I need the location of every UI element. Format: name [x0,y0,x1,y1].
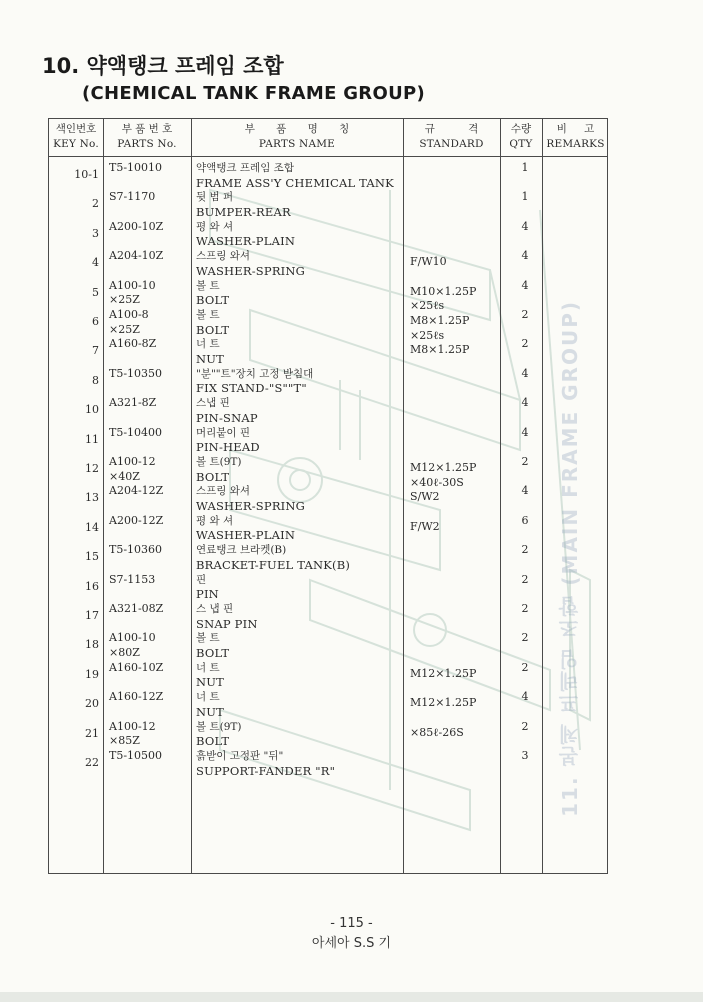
key-number: 18 [85,638,99,652]
table-row [49,190,609,220]
table-row [49,278,609,313]
table-row [49,367,609,397]
table-row [49,426,609,456]
part-number: A321-8Z [109,396,157,410]
part-name: "분""트"장치 고정 받침대 FIX STAND-"S""T" [196,367,314,396]
part-name: 핀 PIN [196,573,219,602]
part-name: 너 트 NUT [196,661,225,690]
part-number: T5-10360 [109,543,163,557]
part-number: A204-12Z [109,484,164,498]
part-qty: 1 [521,161,529,174]
part-name: 스 냅 핀 SNAP PIN [196,603,258,631]
table-row [49,602,609,632]
part-standard: S/W2 [410,490,440,504]
table-row [49,455,609,489]
table-row [49,249,609,279]
key-number: 17 [85,609,99,622]
parts-table [48,118,608,874]
part-number: T5-10400 [109,425,163,439]
part-name: 뒷 범 퍼 BUMPER-REAR [196,191,291,219]
table-row [49,631,609,661]
part-number: A160-10Z [109,660,164,674]
part-standard: F/W2 [410,519,440,533]
part-qty: 2 [521,660,529,674]
key-number: 13 [85,491,99,505]
table-row [49,749,609,779]
key-number: 5 [92,285,99,299]
table-row [49,690,609,720]
part-number: A204-10Z [109,249,164,263]
key-number: 4 [92,256,99,270]
key-number: 16 [85,579,99,593]
part-qty: 2 [521,308,529,321]
key-number: 7 [92,344,99,358]
key-number: 8 [92,373,99,387]
part-number: A160-12Z [109,690,164,704]
part-standard: F/W10 [410,255,447,269]
table-row [49,543,609,573]
part-qty: 4 [521,219,529,233]
part-name: 평 와 셔 WASHER-PLAIN [196,514,296,543]
part-qty: 3 [521,749,529,762]
part-number: A160-8Z [109,337,157,351]
table-row [49,161,609,191]
part-standard: M12×1.25P [410,666,477,680]
table-row [49,308,609,342]
part-name: 너 트 NUT [196,691,225,719]
key-number: 10-1 [74,168,99,181]
section-title-korean: 10. 약액탱크 프레임 조합 [42,54,284,78]
header-standard: 규 격 STANDARD [419,123,484,150]
part-qty: 2 [521,543,529,557]
part-qty: 2 [521,602,529,615]
header-parts-no: 부 품 번 호 PARTS No. [117,123,177,150]
part-name: 평 와 셔 WASHER-PLAIN [196,220,296,249]
part-qty: 2 [521,719,529,733]
part-number: A321-08Z [109,602,164,615]
part-name: 약액탱크 프레임 조합 FRAME ASS'Y CHEMICAL TANK [196,162,394,190]
key-number: 11 [85,432,99,446]
header-qty: 수량 QTY [509,123,533,150]
part-number: A100-10 ×80Z [109,631,156,659]
company-name: 아세아 S.S 기 [311,936,392,951]
part-qty: 1 [521,190,529,204]
part-qty: 4 [521,278,529,292]
part-name: 흙받이 고정판 "뒤" SUPPORT-FANDER "R" [196,750,336,778]
key-number: 2 [92,197,99,211]
part-standard: M12×1.25P ×40ℓ-30S [410,461,477,489]
part-number: A100-8 ×25Z [109,308,149,336]
part-name: 볼 트 BOLT [196,309,230,337]
header-remarks: 비 고 REMARKS [546,123,605,150]
page-number: - 115 - [330,916,373,931]
part-standard: M8×1.25P ×25ℓs [410,314,470,342]
part-number: A100-10 ×25Z [109,278,156,307]
table-row [49,220,609,250]
part-name: 연료탱크 브라켓(B) BRACKET-FUEL TANK(B) [196,544,351,572]
part-standard: M10×1.25P ×25ℓs [410,284,477,313]
part-qty: 2 [521,337,529,351]
part-qty: 2 [521,631,529,645]
part-number: A100-12 ×40Z [109,455,156,483]
part-standard: M12×1.25P [410,696,477,710]
part-number: A200-10Z [109,219,164,233]
part-standard: ×85ℓ-26S [410,725,464,739]
part-name: 볼 트 BOLT [196,632,230,660]
part-qty: 6 [521,513,529,527]
part-standard: M8×1.25P [410,343,470,357]
part-name: 스프링 와셔 WASHER-SPRING [196,250,306,278]
table-row [49,337,609,367]
side-section-title: 11. 본체 프레임 조합 (MAIN FRAME GROUP) [558,300,582,817]
part-qty: 4 [521,366,529,380]
key-number: 3 [92,226,99,240]
table-row [49,484,609,514]
part-number: A100-12 ×85Z [109,719,156,748]
scan-edge [0,992,703,1002]
table-row [49,720,609,750]
header-parts-name: 부 품 명 칭 PARTS NAME [244,123,350,150]
part-number: T5-10500 [109,749,163,762]
part-number: T5-10350 [109,366,163,380]
part-name: 볼 트(9T) BOLT [196,720,242,749]
part-qty: 4 [521,484,529,498]
table-row [49,514,609,544]
part-name: 볼 트(9T) BOLT [196,456,242,484]
key-number: 12 [85,462,99,475]
key-number: 14 [85,520,99,534]
key-number: 20 [85,697,99,711]
part-number: T5-10010 [109,161,163,174]
part-qty: 2 [521,455,529,468]
part-name: 스냅 핀 PIN-SNAP [196,397,258,425]
part-qty: 4 [521,425,529,439]
part-number: A200-12Z [109,513,164,527]
part-name: 스프링 와셔 WASHER-SPRING [196,485,306,513]
part-qty: 4 [521,396,529,410]
table-row [49,396,609,426]
part-qty: 2 [521,572,529,586]
header-key: 색인번호 KEY No. [53,123,99,150]
key-number: 19 [85,667,99,681]
part-number: S7-1170 [109,190,156,204]
part-name: 볼 트 BOLT [196,279,230,308]
table-row [49,573,609,603]
key-number: 6 [92,315,99,328]
key-number: 21 [85,726,99,740]
part-number: S7-1153 [109,572,156,586]
key-number: 10 [85,403,99,417]
part-qty: 4 [521,690,529,704]
key-number: 22 [85,756,99,769]
part-name: 머리붙이 핀 PIN-HEAD [196,426,260,455]
key-number: 15 [85,550,99,564]
section-title-english: (CHEMICAL TANK FRAME GROUP) [82,83,426,104]
part-name: 너 트 NUT [196,338,225,366]
part-qty: 4 [521,249,529,263]
table-row [49,661,609,691]
